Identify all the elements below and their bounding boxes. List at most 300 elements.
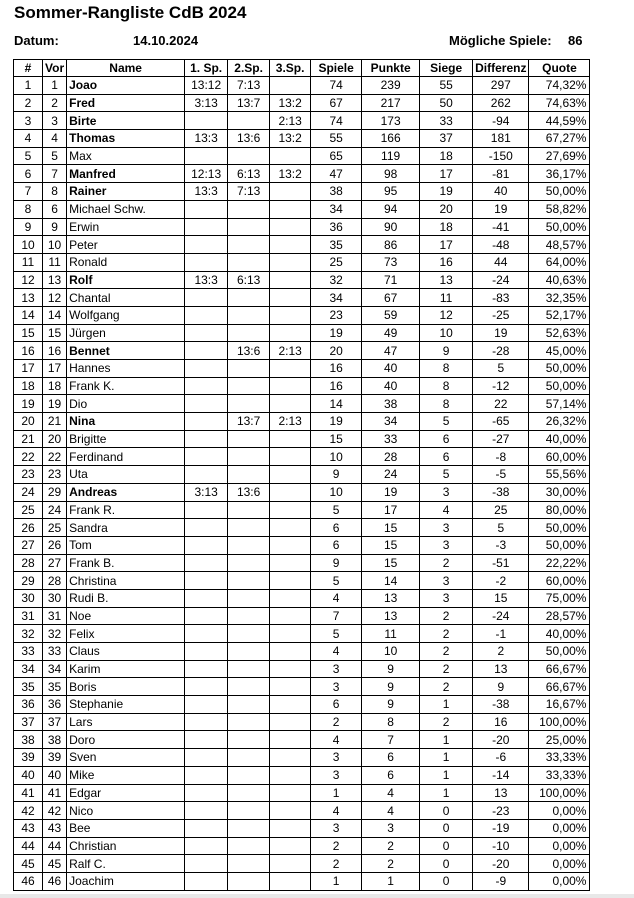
spiele-cell: 1 <box>311 784 362 802</box>
spiele-cell: 19 <box>311 413 362 431</box>
spiele-cell: 38 <box>311 183 362 201</box>
table-row <box>14 536 590 554</box>
punkte-cell: 4 <box>362 784 420 802</box>
quote-cell: 100,00% <box>529 713 590 731</box>
rank-cell: 22 <box>14 448 43 466</box>
vor-cell: 43 <box>43 819 67 837</box>
vor-cell: 32 <box>43 625 67 643</box>
spiel2-cell <box>228 643 270 661</box>
vor-cell: 44 <box>43 837 67 855</box>
quote-cell: 40,63% <box>529 271 590 289</box>
spiel1-cell: 13:3 <box>185 130 228 148</box>
rank-cell: 12 <box>14 271 43 289</box>
differenz-cell: -48 <box>473 236 529 254</box>
punkte-cell: 15 <box>362 536 420 554</box>
siege-cell: 0 <box>420 819 473 837</box>
col-header-sp3: 3.Sp. <box>270 60 311 77</box>
siege-cell: 8 <box>420 360 473 378</box>
spiel3-cell <box>270 819 311 837</box>
table-row <box>14 236 590 254</box>
vor-cell: 8 <box>43 183 67 201</box>
spiel1-cell <box>185 536 228 554</box>
vor-cell: 35 <box>43 678 67 696</box>
vor-cell: 31 <box>43 607 67 625</box>
name-cell: Nina <box>67 413 185 431</box>
siege-cell: 2 <box>420 660 473 678</box>
quote-cell: 25,00% <box>529 731 590 749</box>
siege-cell: 33 <box>420 112 473 130</box>
spiel3-cell <box>270 271 311 289</box>
spiel2-cell: 13:6 <box>228 483 270 501</box>
quote-cell: 0,00% <box>529 872 590 890</box>
rank-cell: 39 <box>14 749 43 767</box>
name-cell: Rolf <box>67 271 185 289</box>
punkte-cell: 71 <box>362 271 420 289</box>
spiel3-cell: 13:2 <box>270 165 311 183</box>
spiele-cell: 5 <box>311 501 362 519</box>
spiel3-cell <box>270 236 311 254</box>
spiel2-cell: 13:7 <box>228 413 270 431</box>
quote-cell: 27,69% <box>529 147 590 165</box>
differenz-cell: -23 <box>473 802 529 820</box>
name-cell: Doro <box>67 731 185 749</box>
spiele-cell: 4 <box>311 589 362 607</box>
differenz-cell: -14 <box>473 766 529 784</box>
spiel3-cell <box>270 289 311 307</box>
spiel2-cell <box>228 678 270 696</box>
name-cell: Frank K. <box>67 377 185 395</box>
differenz-cell: 40 <box>473 183 529 201</box>
rank-cell: 25 <box>14 501 43 519</box>
spiel3-cell <box>270 360 311 378</box>
spiel1-cell <box>185 819 228 837</box>
punkte-cell: 40 <box>362 377 420 395</box>
spiel1-cell: 3:13 <box>185 483 228 501</box>
moegliche-spiele-value: 86 <box>568 33 583 48</box>
vor-cell: 3 <box>43 112 67 130</box>
vor-cell: 4 <box>43 130 67 148</box>
spiel3-cell <box>270 660 311 678</box>
rank-cell: 1 <box>14 77 43 95</box>
spiel2-cell <box>228 802 270 820</box>
siege-cell: 1 <box>420 784 473 802</box>
spiel3-cell <box>270 766 311 784</box>
spiele-cell: 6 <box>311 536 362 554</box>
rank-cell: 41 <box>14 784 43 802</box>
quote-cell: 32,35% <box>529 289 590 307</box>
spiel2-cell: 7:13 <box>228 183 270 201</box>
spiel3-cell <box>270 377 311 395</box>
spiel3-cell <box>270 448 311 466</box>
name-cell: Joao <box>67 77 185 95</box>
quote-cell: 16,67% <box>529 696 590 714</box>
siege-cell: 1 <box>420 731 473 749</box>
table-row <box>14 643 590 661</box>
punkte-cell: 217 <box>362 94 420 112</box>
quote-cell: 52,63% <box>529 324 590 342</box>
spiel2-cell <box>228 660 270 678</box>
differenz-cell: -12 <box>473 377 529 395</box>
quote-cell: 74,32% <box>529 77 590 95</box>
spiel2-cell <box>228 147 270 165</box>
quote-cell: 33,33% <box>529 766 590 784</box>
differenz-cell: -9 <box>473 872 529 890</box>
spiele-cell: 6 <box>311 519 362 537</box>
spiel2-cell <box>228 572 270 590</box>
siege-cell: 20 <box>420 200 473 218</box>
vor-cell: 1 <box>43 77 67 95</box>
spiel1-cell <box>185 448 228 466</box>
vor-cell: 42 <box>43 802 67 820</box>
table-row <box>14 130 590 148</box>
name-cell: Rainer <box>67 183 185 201</box>
siege-cell: 6 <box>420 448 473 466</box>
siege-cell: 2 <box>420 625 473 643</box>
quote-cell: 50,00% <box>529 183 590 201</box>
quote-cell: 0,00% <box>529 819 590 837</box>
spiel1-cell <box>185 678 228 696</box>
punkte-cell: 28 <box>362 448 420 466</box>
quote-cell: 75,00% <box>529 589 590 607</box>
differenz-cell: 19 <box>473 324 529 342</box>
spiele-cell: 3 <box>311 749 362 767</box>
punkte-cell: 8 <box>362 713 420 731</box>
col-header-sp2: 2.Sp. <box>228 60 270 77</box>
rank-cell: 44 <box>14 837 43 855</box>
spiel2-cell <box>228 448 270 466</box>
rank-cell: 34 <box>14 660 43 678</box>
name-cell: Bennet <box>67 342 185 360</box>
name-cell: Hannes <box>67 360 185 378</box>
differenz-cell: 297 <box>473 77 529 95</box>
quote-cell: 58,82% <box>529 200 590 218</box>
spiele-cell: 47 <box>311 165 362 183</box>
siege-cell: 17 <box>420 236 473 254</box>
punkte-cell: 19 <box>362 483 420 501</box>
spiel3-cell: 13:2 <box>270 94 311 112</box>
name-cell: Mike <box>67 766 185 784</box>
quote-cell: 0,00% <box>529 837 590 855</box>
spiele-cell: 3 <box>311 678 362 696</box>
spiele-cell: 7 <box>311 607 362 625</box>
quote-cell: 66,67% <box>529 660 590 678</box>
vor-cell: 14 <box>43 306 67 324</box>
spiele-cell: 14 <box>311 395 362 413</box>
spiele-cell: 16 <box>311 360 362 378</box>
siege-cell: 2 <box>420 554 473 572</box>
name-cell: Boris <box>67 678 185 696</box>
quote-cell: 60,00% <box>529 448 590 466</box>
spiel1-cell <box>185 501 228 519</box>
name-cell: Stephanie <box>67 696 185 714</box>
table-row <box>14 802 590 820</box>
punkte-cell: 2 <box>362 837 420 855</box>
col-header-rank: # <box>14 60 43 77</box>
spiel1-cell: 13:12 <box>185 77 228 95</box>
differenz-cell: -24 <box>473 607 529 625</box>
differenz-cell: -41 <box>473 218 529 236</box>
spiel3-cell <box>270 713 311 731</box>
table-row <box>14 112 590 130</box>
differenz-cell: -3 <box>473 536 529 554</box>
spiel1-cell: 13:3 <box>185 183 228 201</box>
siege-cell: 2 <box>420 678 473 696</box>
spiel3-cell <box>270 183 311 201</box>
name-cell: Fred <box>67 94 185 112</box>
differenz-cell: -65 <box>473 413 529 431</box>
spiele-cell: 3 <box>311 660 362 678</box>
name-cell: Frank B. <box>67 554 185 572</box>
name-cell: Ronald <box>67 253 185 271</box>
quote-cell: 0,00% <box>529 802 590 820</box>
vor-cell: 29 <box>43 483 67 501</box>
spiele-cell: 16 <box>311 377 362 395</box>
quote-cell: 36,17% <box>529 165 590 183</box>
quote-cell: 67,27% <box>529 130 590 148</box>
rank-cell: 2 <box>14 94 43 112</box>
spiele-cell: 10 <box>311 448 362 466</box>
spiel1-cell: 3:13 <box>185 94 228 112</box>
name-cell: Christina <box>67 572 185 590</box>
spiele-cell: 4 <box>311 731 362 749</box>
vor-cell: 39 <box>43 749 67 767</box>
spiel1-cell <box>185 731 228 749</box>
siege-cell: 17 <box>420 165 473 183</box>
siege-cell: 4 <box>420 501 473 519</box>
punkte-cell: 34 <box>362 413 420 431</box>
spiele-cell: 67 <box>311 94 362 112</box>
table-row <box>14 448 590 466</box>
spiel3-cell <box>270 589 311 607</box>
table-row <box>14 360 590 378</box>
quote-cell: 55,56% <box>529 466 590 484</box>
vor-cell: 26 <box>43 536 67 554</box>
name-cell: Felix <box>67 625 185 643</box>
datum-value: 14.10.2024 <box>133 33 199 48</box>
quote-cell: 22,22% <box>529 554 590 572</box>
rank-cell: 11 <box>14 253 43 271</box>
spiele-cell: 32 <box>311 271 362 289</box>
spiele-cell: 20 <box>311 342 362 360</box>
punkte-cell: 9 <box>362 696 420 714</box>
table-row <box>14 483 590 501</box>
spiele-cell: 74 <box>311 77 362 95</box>
differenz-cell: -94 <box>473 112 529 130</box>
spiel3-cell <box>270 643 311 661</box>
spiel3-cell: 2:13 <box>270 112 311 130</box>
col-header-spiele: Spiele <box>311 60 362 77</box>
siege-cell: 10 <box>420 324 473 342</box>
spiel2-cell <box>228 236 270 254</box>
quote-cell: 66,67% <box>529 678 590 696</box>
punkte-cell: 13 <box>362 607 420 625</box>
rank-cell: 36 <box>14 696 43 714</box>
punkte-cell: 10 <box>362 643 420 661</box>
spiel1-cell <box>185 855 228 873</box>
differenz-cell: 13 <box>473 784 529 802</box>
vor-cell: 36 <box>43 696 67 714</box>
name-cell: Dio <box>67 395 185 413</box>
vor-cell: 24 <box>43 501 67 519</box>
differenz-cell: -2 <box>473 572 529 590</box>
spiel1-cell <box>185 589 228 607</box>
name-cell: Joachim <box>67 872 185 890</box>
spiel3-cell <box>270 200 311 218</box>
spiel3-cell <box>270 837 311 855</box>
differenz-cell: 262 <box>473 94 529 112</box>
spiele-cell: 3 <box>311 819 362 837</box>
spiel1-cell: 13:3 <box>185 271 228 289</box>
name-cell: Jürgen <box>67 324 185 342</box>
spiel2-cell <box>228 749 270 767</box>
spiel2-cell <box>228 430 270 448</box>
vor-cell: 2 <box>43 94 67 112</box>
rank-cell: 5 <box>14 147 43 165</box>
spiele-cell: 6 <box>311 696 362 714</box>
table-row <box>14 572 590 590</box>
spiel1-cell <box>185 147 228 165</box>
spiel1-cell <box>185 253 228 271</box>
rank-cell: 46 <box>14 872 43 890</box>
quote-cell: 50,00% <box>529 218 590 236</box>
table-row <box>14 696 590 714</box>
spiel2-cell <box>228 218 270 236</box>
spiele-cell: 23 <box>311 306 362 324</box>
spiele-cell: 9 <box>311 554 362 572</box>
quote-cell: 44,59% <box>529 112 590 130</box>
quote-cell: 57,14% <box>529 395 590 413</box>
punkte-cell: 4 <box>362 802 420 820</box>
spiele-cell: 10 <box>311 483 362 501</box>
rank-cell: 6 <box>14 165 43 183</box>
differenz-cell: -25 <box>473 306 529 324</box>
siege-cell: 13 <box>420 271 473 289</box>
punkte-cell: 6 <box>362 749 420 767</box>
quote-cell: 48,57% <box>529 236 590 254</box>
name-cell: Bee <box>67 819 185 837</box>
table-row <box>14 554 590 572</box>
ranking-table <box>13 59 590 891</box>
siege-cell: 2 <box>420 713 473 731</box>
rank-cell: 38 <box>14 731 43 749</box>
siege-cell: 0 <box>420 855 473 873</box>
spiel2-cell: 7:13 <box>228 77 270 95</box>
spiel2-cell <box>228 200 270 218</box>
spiele-cell: 34 <box>311 289 362 307</box>
spiele-cell: 5 <box>311 625 362 643</box>
spiel2-cell <box>228 766 270 784</box>
rank-cell: 8 <box>14 200 43 218</box>
spiel2-cell <box>228 589 270 607</box>
punkte-cell: 40 <box>362 360 420 378</box>
col-header-punkte: Punkte <box>362 60 420 77</box>
rank-cell: 26 <box>14 519 43 537</box>
vor-cell: 13 <box>43 271 67 289</box>
name-cell: Claus <box>67 643 185 661</box>
rank-cell: 27 <box>14 536 43 554</box>
vor-cell: 16 <box>43 342 67 360</box>
table-row <box>14 819 590 837</box>
differenz-cell: 44 <box>473 253 529 271</box>
spiel1-cell <box>185 749 228 767</box>
spiele-cell: 34 <box>311 200 362 218</box>
table-header-row <box>14 60 590 77</box>
punkte-cell: 94 <box>362 200 420 218</box>
differenz-cell: -6 <box>473 749 529 767</box>
table-row <box>14 413 590 431</box>
name-cell: Andreas <box>67 483 185 501</box>
quote-cell: 50,00% <box>529 536 590 554</box>
punkte-cell: 166 <box>362 130 420 148</box>
name-cell: Sven <box>67 749 185 767</box>
punkte-cell: 24 <box>362 466 420 484</box>
name-cell: Erwin <box>67 218 185 236</box>
table-row <box>14 713 590 731</box>
spiel3-cell <box>270 872 311 890</box>
siege-cell: 1 <box>420 749 473 767</box>
spiel3-cell: 13:2 <box>270 130 311 148</box>
punkte-cell: 49 <box>362 324 420 342</box>
siege-cell: 3 <box>420 536 473 554</box>
spiel1-cell <box>185 607 228 625</box>
quote-cell: 45,00% <box>529 342 590 360</box>
quote-cell: 52,17% <box>529 306 590 324</box>
rank-cell: 18 <box>14 377 43 395</box>
punkte-cell: 6 <box>362 766 420 784</box>
punkte-cell: 173 <box>362 112 420 130</box>
spiel3-cell <box>270 306 311 324</box>
vor-cell: 41 <box>43 784 67 802</box>
rank-cell: 13 <box>14 289 43 307</box>
spiel1-cell <box>185 572 228 590</box>
spiel3-cell <box>270 749 311 767</box>
table-row <box>14 749 590 767</box>
spiele-cell: 25 <box>311 253 362 271</box>
punkte-cell: 33 <box>362 430 420 448</box>
name-cell: Noe <box>67 607 185 625</box>
name-cell: Ralf C. <box>67 855 185 873</box>
spiel1-cell <box>185 395 228 413</box>
rank-cell: 40 <box>14 766 43 784</box>
spiele-cell: 74 <box>311 112 362 130</box>
spiel1-cell <box>185 784 228 802</box>
siege-cell: 12 <box>420 306 473 324</box>
punkte-cell: 17 <box>362 501 420 519</box>
rank-cell: 23 <box>14 466 43 484</box>
spiel3-cell <box>270 855 311 873</box>
spiel2-cell <box>228 306 270 324</box>
spiel1-cell <box>185 837 228 855</box>
siege-cell: 5 <box>420 413 473 431</box>
quote-cell: 40,00% <box>529 430 590 448</box>
spiel1-cell <box>185 236 228 254</box>
differenz-cell: -24 <box>473 271 529 289</box>
table-row <box>14 200 590 218</box>
name-cell: Tom <box>67 536 185 554</box>
spiel2-cell <box>228 519 270 537</box>
differenz-cell: 16 <box>473 713 529 731</box>
spiele-cell: 4 <box>311 802 362 820</box>
quote-cell: 30,00% <box>529 483 590 501</box>
name-cell: Michael Schw. <box>67 200 185 218</box>
siege-cell: 3 <box>420 483 473 501</box>
spiel2-cell <box>228 837 270 855</box>
differenz-cell: -27 <box>473 430 529 448</box>
spiel1-cell <box>185 218 228 236</box>
siege-cell: 1 <box>420 696 473 714</box>
name-cell: Max <box>67 147 185 165</box>
differenz-cell: -20 <box>473 855 529 873</box>
